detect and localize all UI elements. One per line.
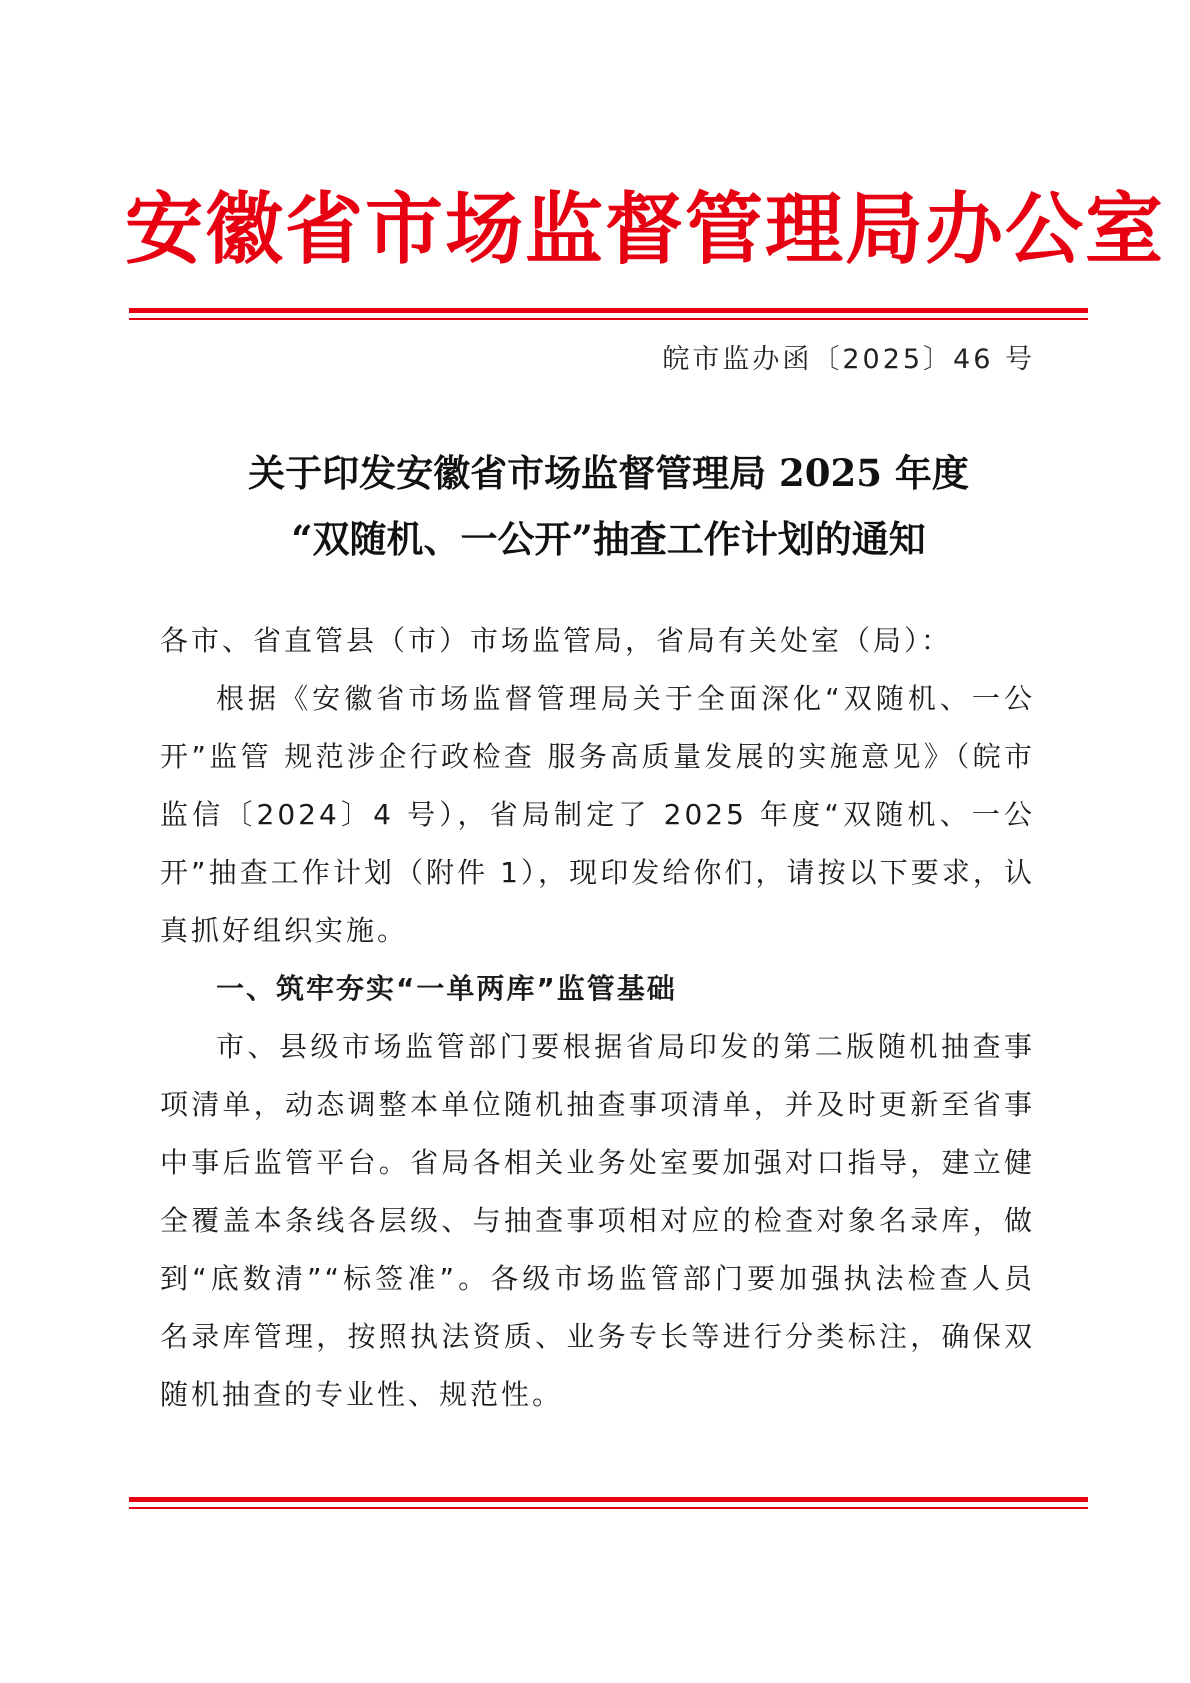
document-title-line-1: 关于印发安徽省市场监督管理局 2025 年度 [248, 451, 969, 495]
footer-red-rule-thin [129, 1507, 1088, 1509]
document-title-line-2: “双随机、一公开”抽查工作计划的通知 [291, 517, 926, 561]
section-1-heading: 一、筑牢夯实“一单两库”监管基础 [216, 972, 677, 1005]
document-number: 皖市监办函〔2025〕46 号 [662, 344, 1035, 375]
footer-red-rule-thick [129, 1497, 1088, 1502]
document-title [129, 440, 1088, 572]
document-body [160, 612, 1035, 1424]
letterhead-red-rule-thin [129, 318, 1088, 320]
letterhead-issuer: 安徽省市场监督管理局办公室 [125, 184, 1166, 275]
intro-paragraph: 根据《安徽省市场监督管理局关于全面深化“双随机、一公开”监管 规范涉企行政检查 服务高质量发展的实施意见》（皖市监信〔2024〕4 号），省局制定了 2025 年度“双随机、一公开”抽查工作计划（附件 1），现印发给你们，请按以下要求，认真抓好组织实施。 [160, 682, 1035, 947]
salutation: 各市、省直管县（市）市场监管局，省局有关处室（局）： [160, 624, 953, 657]
letterhead-red-rule-thick [129, 308, 1088, 313]
section-1-paragraph: 市、县级市场监管部门要根据省局印发的第二版随机抽查事项清单，动态调整本单位随机抽查事项清单，并及时更新至省事中事后监管平台。省局各相关业务处室要加强对口指导，建立健全覆盖本条线各层级、与抽查事项相对应的检查对象名录库，做到“底数清”“标签准”。各级市场监管部门要加强执法检查人员名录库管理，按照执法资质、业务专长等进行分类标注，确保双随机抽查的专业性、规范性。 [160, 1030, 1035, 1411]
